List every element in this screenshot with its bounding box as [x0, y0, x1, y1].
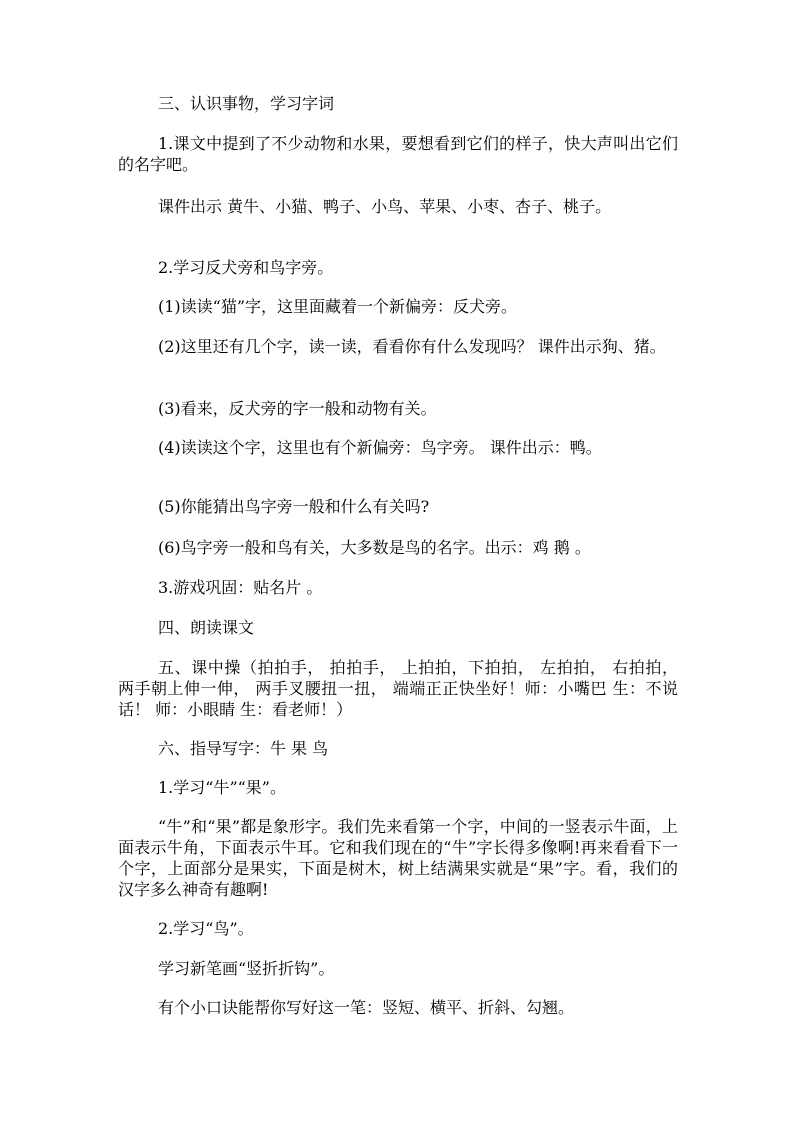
paragraph-10: 3.游戏巩固：贴名片 。	[158, 578, 323, 597]
section-heading-4: 四、朗读课文	[158, 618, 255, 637]
section-heading-3: 三、认识事物，学习字词	[158, 94, 335, 113]
section-heading-6: 六、指导写字：牛 果 鸟	[158, 739, 329, 758]
paragraph-4: (1)读读“猫”字，这里面藏着一个新偏旁：反犬旁。	[158, 297, 518, 316]
paragraph-13: “牛”和“果”都是象形字。我们先来看第一个字，中间的一竖表示牛面，上面表示牛角，下面表示牛耳。它和我们现在的“牛”字长得多像啊!再来看看下一个字，上面部分是果实，下面是树木，树上结满果实就是“果”字。看，我们的汉字多么神奇有趣啊!	[118, 817, 678, 899]
paragraph-5: (2)这里还有几个字，读一读，看看你有什么发现吗？ 课件出示狗、猪。	[158, 337, 666, 356]
paragraph-8: (5)你能猜出鸟字旁一般和什么有关吗?	[158, 497, 430, 516]
paragraph-7: (4)读读这个字，这里也有个新偏旁：鸟字旁。 课件出示：鸭。	[158, 438, 602, 457]
paragraph-9: (6)鸟字旁一般和鸟有关，大多数是鸟的名字。出示：鸡 鹅 。	[158, 538, 591, 557]
paragraph-1: 1.课文中提到了不少动物和水果，要想看到它们的样子，快大声叫出它们的名字吧。	[118, 134, 678, 174]
paragraph-3: 2.学习反犬旁和鸟字旁。	[158, 258, 334, 277]
paragraph-6: (3)看来，反犬旁的字一般和动物有关。	[158, 399, 437, 418]
paragraph-14: 2.学习“鸟”。	[158, 919, 254, 938]
paragraph-11: 五、课中操（拍拍手， 拍拍手， 上拍拍，下拍拍， 左拍拍， 右拍拍， 两手朝上伸一伸， 两手叉腰扭一扭， 端端正正快坐好！师：小嘴巴 生：不说话！ 师：小眼睛 生：看老师！）	[118, 658, 678, 719]
paragraph-15: 学习新笔画“竖折折钩”。	[158, 959, 335, 978]
paragraph-12: 1.学习“牛”“果”。	[158, 778, 286, 797]
paragraph-16: 有个小口诀能帮你写好这一笔：竖短、横平、折斜、勾翘。	[158, 998, 575, 1017]
paragraph-2: 课件出示 黄牛、小猫、鸭子、小鸟、苹果、小枣、杏子、桃子。	[158, 197, 612, 216]
